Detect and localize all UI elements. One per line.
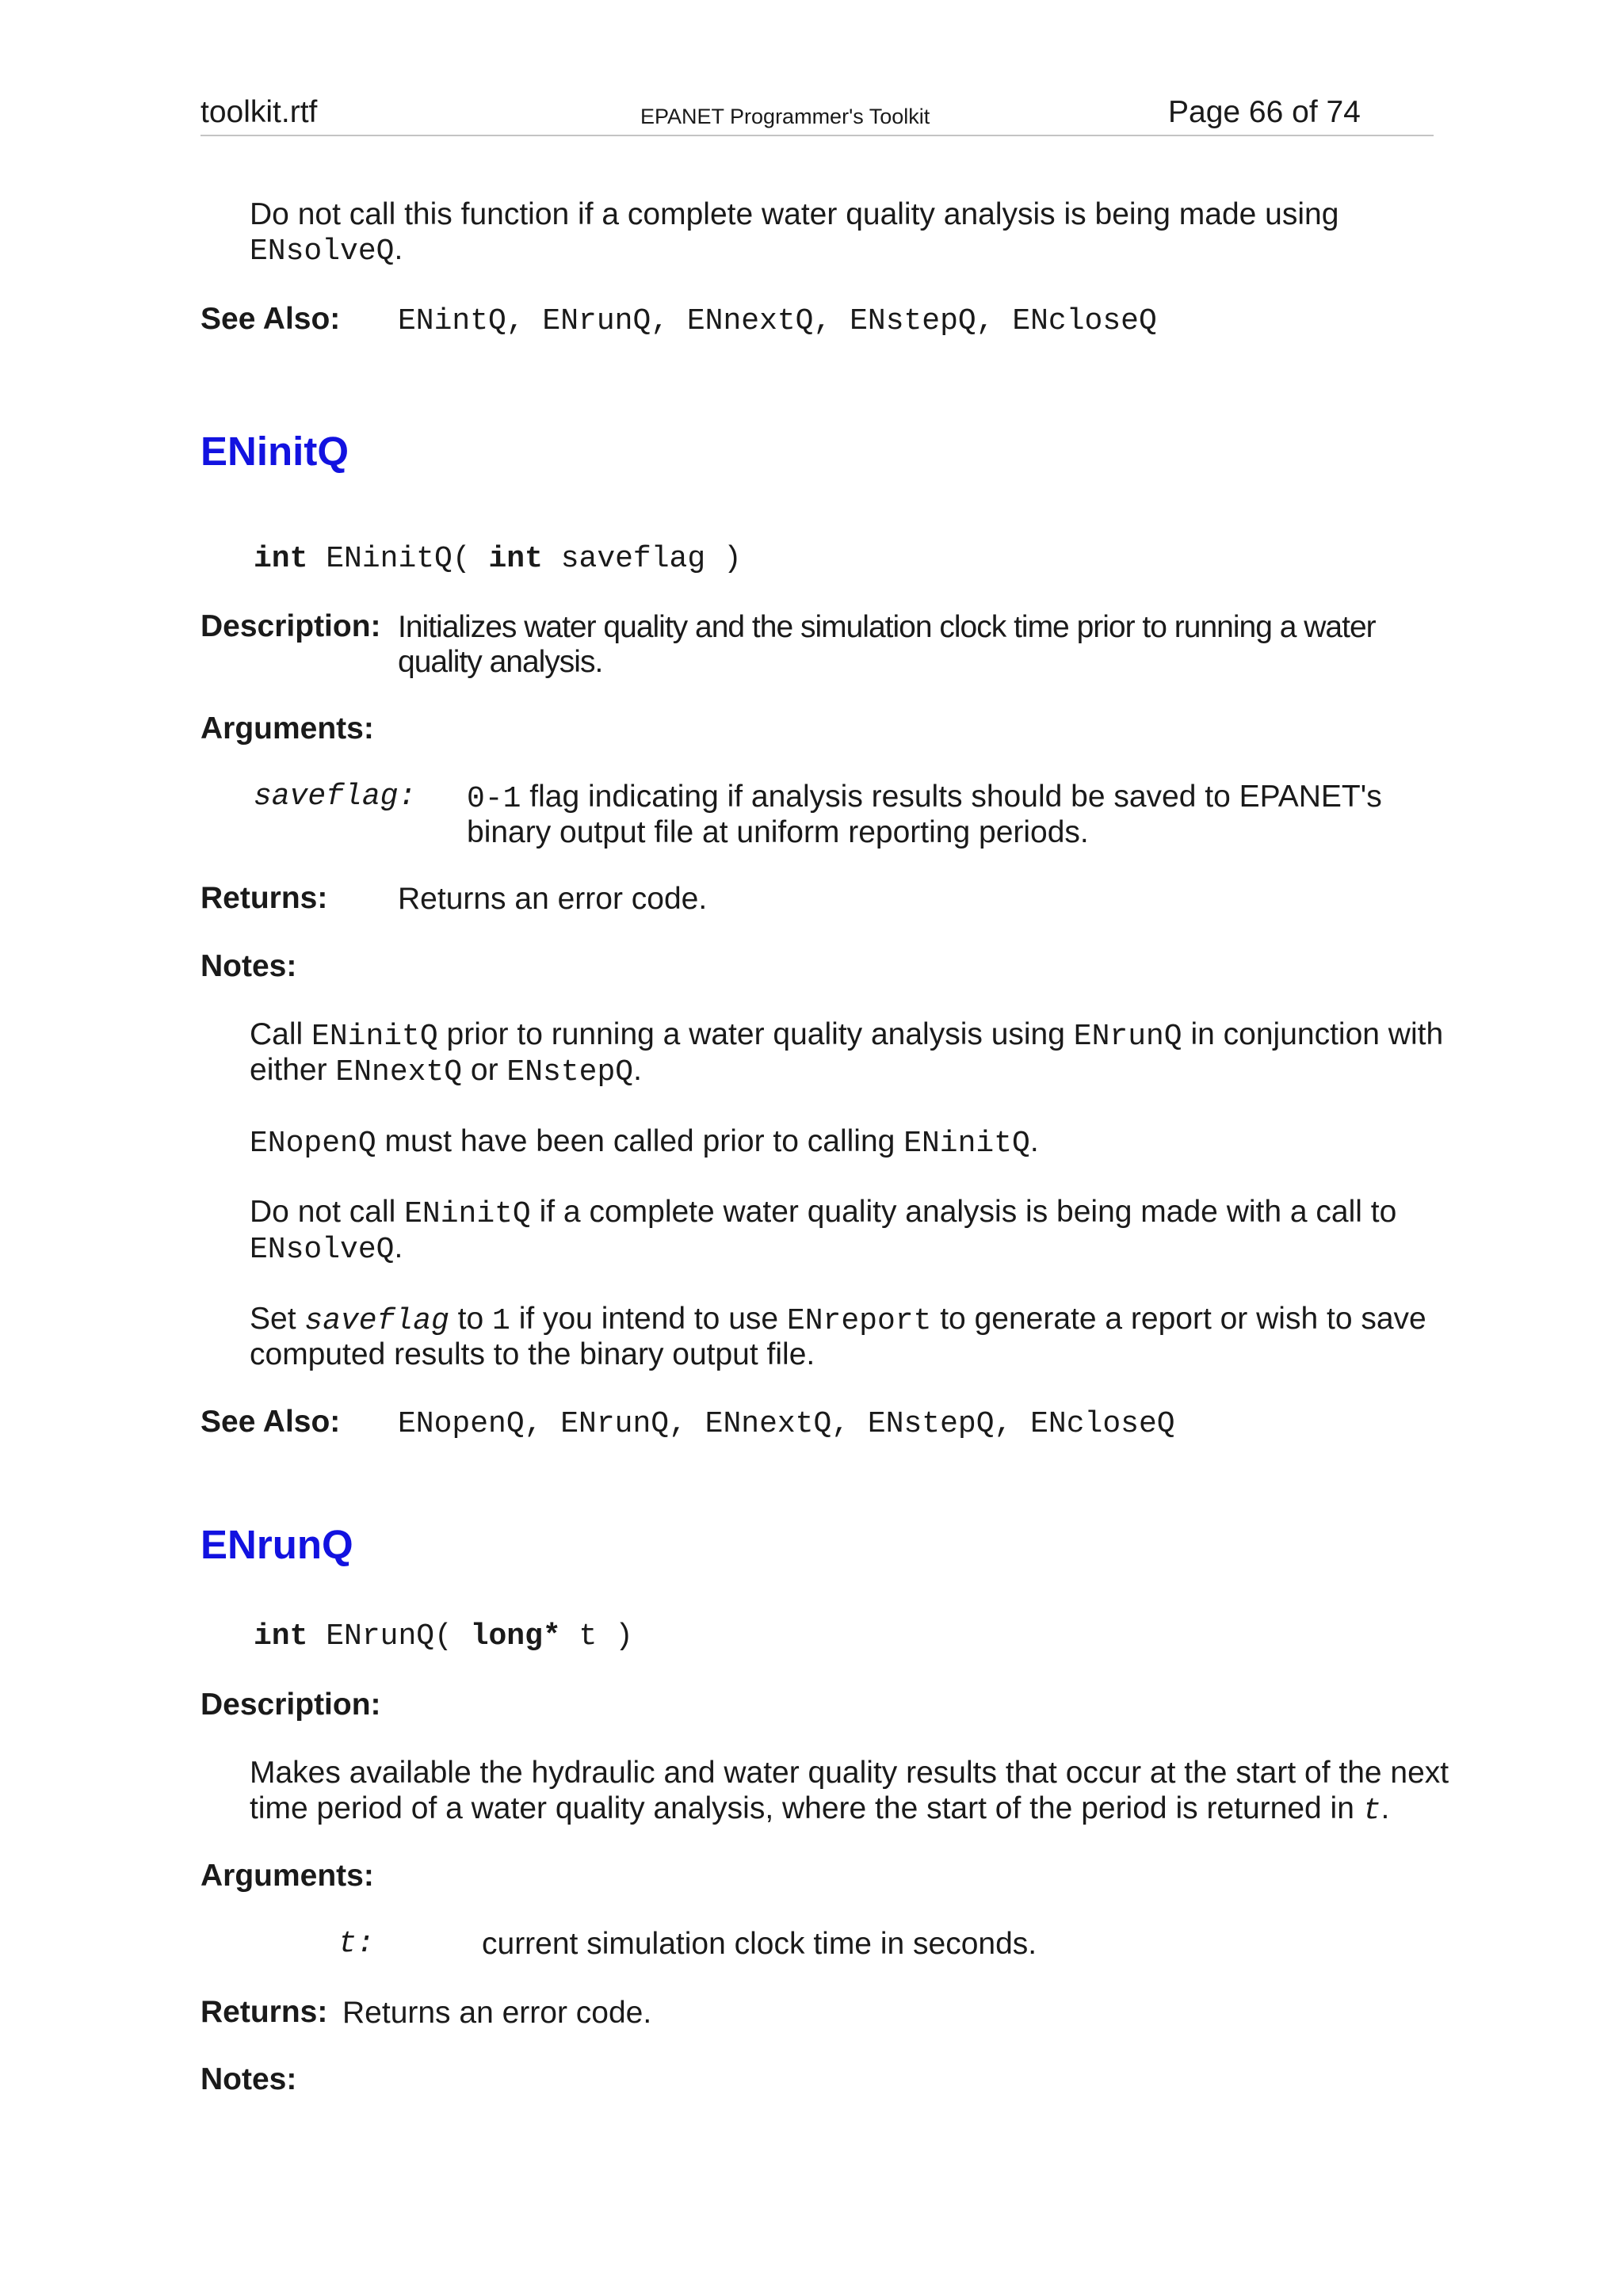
top-note-line2: ENsolveQ. [250,232,403,269]
header-divider [200,135,1434,136]
top-note-line1: Do not call this function if a complete water quality analysis is being made using [250,197,1339,231]
section-title-eninitq: ENinitQ [200,429,349,474]
note3-line2: ENsolveQ. [250,1230,403,1267]
returns-text: Returns an error code. [398,882,708,916]
argument-desc-t: current simulation clock time in seconds. [482,1927,1037,1961]
arguments-label: Arguments: [200,711,374,746]
enrunq-desc-line1: Makes available the hydraulic and water quality results that occur at the start of the next [250,1756,1449,1790]
notes-label-enrunq: Notes: [200,2062,297,2096]
see-also-label: See Also: [200,302,341,336]
see-also-list-eninitq: ENopenQ, ENrunQ, ENnextQ, ENstepQ, ENcloseQ [398,1407,1175,1441]
arguments-label-enrunq: Arguments: [200,1859,374,1893]
description-label: Description: [200,609,381,643]
section-title-enrunq: ENrunQ [200,1522,353,1567]
header-doc-title: EPANET Programmer's Toolkit [640,105,930,128]
see-also-label-eninitq: See Also: [200,1405,341,1439]
argument-name-t: t: [338,1927,375,1961]
note4-line1: Set saveflag to 1 if you intend to use ENreport to generate a report or wish to save [250,1302,1426,1338]
header-filename: toolkit.rtf [200,95,318,129]
note3-line1: Do not call ENinitQ if a complete water quality analysis is being made with a call to [250,1195,1397,1231]
see-also-list: ENintQ, ENrunQ, ENnextQ, ENstepQ, ENcloseQ [398,304,1157,338]
notes-label: Notes: [200,949,297,983]
function-signature-eninitq: int ENinitQ( int saveflag ) [254,542,742,576]
description-line1: Initializes water quality and the simulation clock time prior to running a water [398,610,1376,644]
header-page-number: Page 66 of 74 [1168,95,1361,129]
function-signature-enrunq: int ENrunQ( long* t ) [254,1619,633,1653]
code-ensolveq: ENsolveQ [250,235,395,269]
returns-label-enrunq: Returns: [200,1995,328,2029]
returns-text-enrunq: Returns an error code. [342,1996,652,2030]
note1-line1: Call ENinitQ prior to running a water quality analysis using ENrunQ in conjunction with [250,1017,1444,1054]
description-label-enrunq: Description: [200,1688,381,1722]
argument-name-saveflag: saveflag: [254,780,417,814]
description-line2: quality analysis. [398,645,603,679]
note4-line2: computed results to the binary output file. [250,1337,815,1371]
note2: ENopenQ must have been called prior to calling ENinitQ. [250,1124,1039,1161]
enrunq-desc-line2: time period of a water quality analysis, where the start of the period is returned in t. [250,1791,1390,1828]
argument-desc-line2: binary output file at uniform reporting periods. [467,815,1089,849]
argument-desc-line1: 0-1 flag indicating if analysis results should be saved to EPANET's [467,780,1382,816]
note1-line2: either ENnextQ or ENstepQ. [250,1053,642,1089]
returns-label: Returns: [200,881,328,915]
